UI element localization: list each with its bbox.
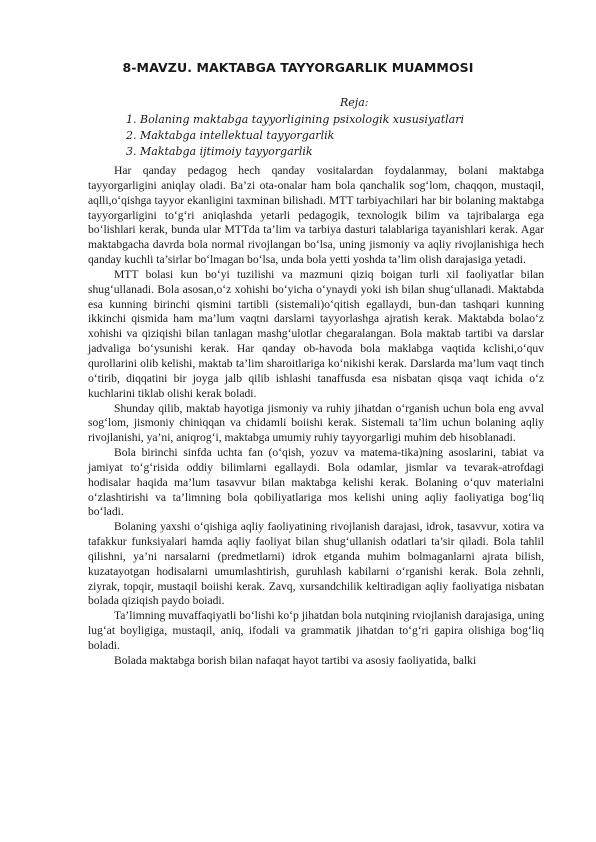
body-text — [88, 164, 544, 669]
plan-item: 1. Bolaning maktabga tayyorligining psixologik xususiyatlari — [126, 113, 464, 126]
paragraph: Bolada maktabga borish bilan nafaqat hayot tartibi va asosiy faoliyatida, balki — [114, 653, 477, 667]
paragraph: Shunday qilib, maktab hayotiga jismoniy va ruhiy jihatdan o‘rganish uchun bola eng avval sog‘lom, jismoniy chiniqqan va chidamli boiishi kerak. Sistemali ta’lim uchun bolaning aqliy rivojlanishi, ya’ni, aniqrog‘i, maktabga umumiy ruhiy tayyorgarligi muhim deb hisoblanadi. — [88, 401, 544, 445]
paragraph: Bolaning yaxshi o‘qishiga aqliy faoliyatining rivojlanish darajasi, idrok, tasavvur, xotira va tafakkur funksiyalari hamda aqliy faoliyat bilan shug‘ullanish odatlari ta’sir qiladi. Bola tahlil qilishni, ya’ni narsalarni (predmetlarni) idrok etganda muhim bolmaganlarni ajrata bilish, kuzatayotgan hodisalarni umumlashtirish, guruhlash kabilarni o‘rganishi kerak. Bola zehnli, ziyrak, topqir, mustaqil boiishi kerak. Zavq, xursandchilik keltiradigan aqliy faoliyatiga nisbatan bolada qiziqish paydo boiadi. — [88, 520, 544, 608]
paragraph: Ta’limning muvaffaqiyatli bo‘lishi ko‘p jihatdan bola nutqining rviojlanish darajasiga, uning lug‘at boyligiga, mustaqil, aniq, ifodali va grammatik jihatdan to‘g‘ri gapira olishiga bog‘liq boladi. — [88, 609, 544, 652]
plan-list — [126, 112, 464, 160]
paragraph: Bola birinchi sinfda uchta fan (o‘qish, yozuv va matema-tika)ning asoslarini, tabiat va jamiyat to‘g‘risida oddiy bilimlarni egallaydi. Bola odamlar, jismlar va tevarak-atrofdagi hodisalar haqida ma’lum tasavvur bilan maktabga kelishi kerak. Bolaning o‘quv materialni o‘zlashtirishi va ta’limning bola qobiliyatlariga mos kelishi uning aqliy faoliyatiga bog‘liq bo‘ladi. — [88, 446, 544, 519]
plan-label: Reja: — [340, 96, 369, 109]
paragraph: Har qanday pedagog hech qanday vositalardan foydalanmay, bolani maktabga tayyorgarligini aniqlay oladi. Ba’zi ota-onalar ham bola qanchalik sog‘lom, chaqqon, mustaqil, aqlli,o‘qishga tayyor ekanligini taxminan bilishadi. MTT tarbiyachilari har bir bolaning maktabga tayyorgarligini to‘g‘ri aniqlashda yetarli pedagogik, texnologik bilim va tajribalarga ega bo‘lishlari kerak, bunda ular MTTda ta’lim va tarbiya dasturi talablariga tayanishlari kerak. Agar maktabgacha davrda bola normal rivojlangan bo‘lsa, uning jismoniy va aqliy rivojlanishiga hech qanday kuchli ta’sirlar bo‘lmagan bo‘lsa, unda bola yetti yoshda ta’lim olish darajasiga yetadi. — [88, 164, 544, 267]
plan-item: 3. Maktabga ijtimoiy tayyorgarlik — [126, 145, 313, 158]
plan-item: 2. Maktabga intellektual tayyorgarlik — [126, 129, 335, 142]
page-title: 8-MAVZU. MAKTABGA TAYYORGARLIK MUAMMOSI — [122, 60, 474, 75]
paragraph: MTT bolasi kun bo‘yi tuzilishi va mazmuni qiziq boigan turli xil faoliyatlar bilan shug‘ullanadi. Bola asosan,o‘z xohishi bo‘yicha o‘ynaydi yoki ish bilan shug‘ullanadi. Maktabda esa kunning birinchi qismini tartibli (sistemali)o‘qitish egallaydi, bun-dan tashqari kunning ikkinchi qismida ham ma’lum vaqtni darslarni tayyorlashga ajratish kerak. Maktabda bolao‘z xohishi va qiziqishi bilan tanlagan mashg‘ulotlar chegaralangan. Bola maktab tartibi va darslar jadvaliga bo‘ysunishi kerak. Har qanday ob-havoda bola maklabga vaqtida kclishi,o‘quv qurollarini olib kelishi, maktab ta’lim sharoitlariga ko‘nikishi kerak. Darslarda ma’lum vaqt tinch o‘tirib, diqqatini bir joyga jalb qilib ishlashi tanaffusda esa nisbatan qisqa vaqt ichida o‘z kuchlarini tiklab olishi kerak boladi. — [88, 267, 544, 400]
